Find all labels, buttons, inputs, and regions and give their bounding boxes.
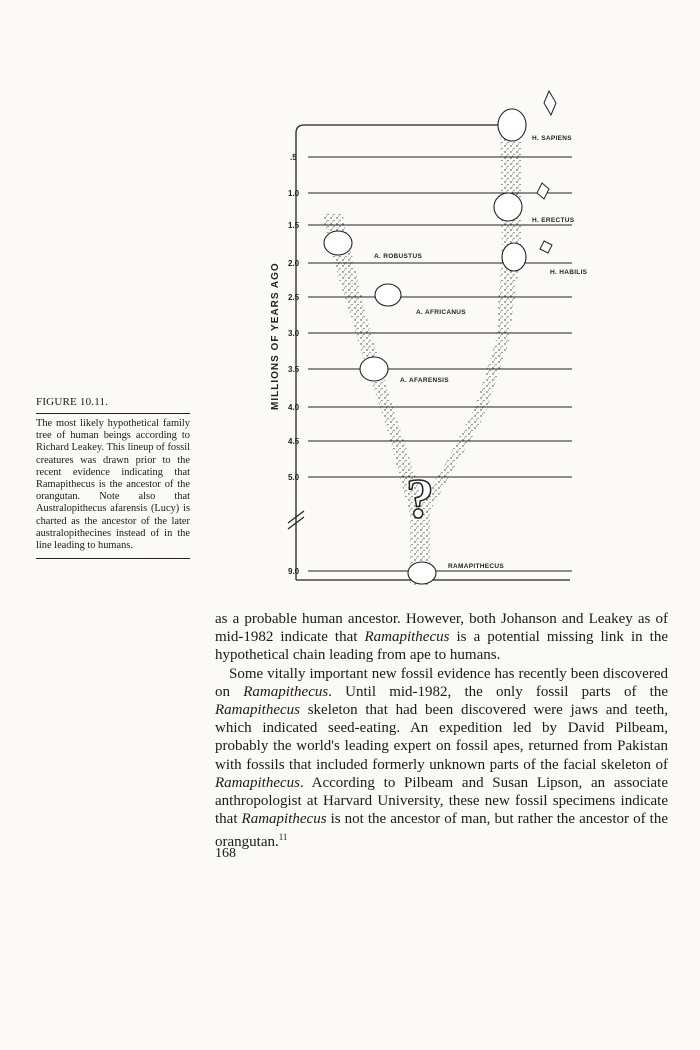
figure-caption xyxy=(36,396,190,559)
label-a-afarensis: A. AFARENSIS xyxy=(400,377,449,384)
footnote-marker[interactable]: 11 xyxy=(278,832,288,843)
paragraph: as a probable human ancestor. However, both Johanson and Leakey as of mid-1982 indicate that Ramapithecus is a potential missing link in the hypothetical chain leading from ape to humans. xyxy=(215,611,668,664)
label-h-habilis: H. HABILIS xyxy=(550,269,588,276)
tick-label: 9.0 xyxy=(288,567,300,576)
label-h-sapiens: H. SAPIENS xyxy=(532,135,572,142)
figure-caption-text: The most likely hypothetical family tree of human beings according to Richard Leakey. This lineup of fossil creatures was drawn prior to the recent evidence indicating that Ramapithecus is the ancestor of the orangutan. Note also that Australopithecus afarensis (Lucy) is charted as the ancestor of the later australopithecines instead of in the line leading to humans. xyxy=(36,418,190,559)
body-text xyxy=(215,610,668,852)
tick-label: 1.0 xyxy=(288,189,300,198)
family-tree-figure xyxy=(270,85,590,590)
stone-tool-icons xyxy=(537,91,556,253)
question-mark: ? xyxy=(406,468,434,530)
tick-label: 2.5 xyxy=(288,293,300,302)
tick-label: 3.0 xyxy=(288,329,300,338)
label-a-africanus: A. AFRICANUS xyxy=(416,309,466,316)
paragraph: Some vitally important new fossil evidence has recently been discovered on Ramapithecus. Until mid-1982, the only fossil parts of the Ramapithecus skeleton that had been discovered were jaws and teeth, which indicated seed-eating. An expedition led by David Pilbeam, probably the world's leading expert on fossil apes, returned from Pakistan with fossils that included formerly unknown parts of the facial skeleton of Ramapithecus. According to Pilbeam and Susan Lipson, an associate anthropologist at Harvard University, these new fossil specimens indicate that Ramapithecus is not the ancestor of man, but rather the ancestor of the orangutan.$^{11}$ xyxy=(215,665,669,851)
label-ramapithecus: RAMAPITHECUS xyxy=(448,563,504,570)
tick-label: .5 xyxy=(290,153,297,162)
figure-label: FIGURE 10.11. xyxy=(36,396,190,414)
label-h-erectus: H. ERECTUS xyxy=(532,217,575,224)
axis-label: MILLIONS OF YEARS AGO xyxy=(270,262,281,410)
tick-label: 3.5 xyxy=(288,365,300,374)
tick-labels xyxy=(288,153,300,576)
tick-label: 4.0 xyxy=(288,403,300,412)
tick-label: 2.0 xyxy=(288,259,300,268)
tick-label: 1.5 xyxy=(288,221,300,230)
label-a-robustus: A. ROBUSTUS xyxy=(374,253,423,260)
page-number: 168 xyxy=(215,846,236,861)
tick-label: 5.0 xyxy=(288,473,300,482)
tick-label: 4.5 xyxy=(288,437,300,446)
